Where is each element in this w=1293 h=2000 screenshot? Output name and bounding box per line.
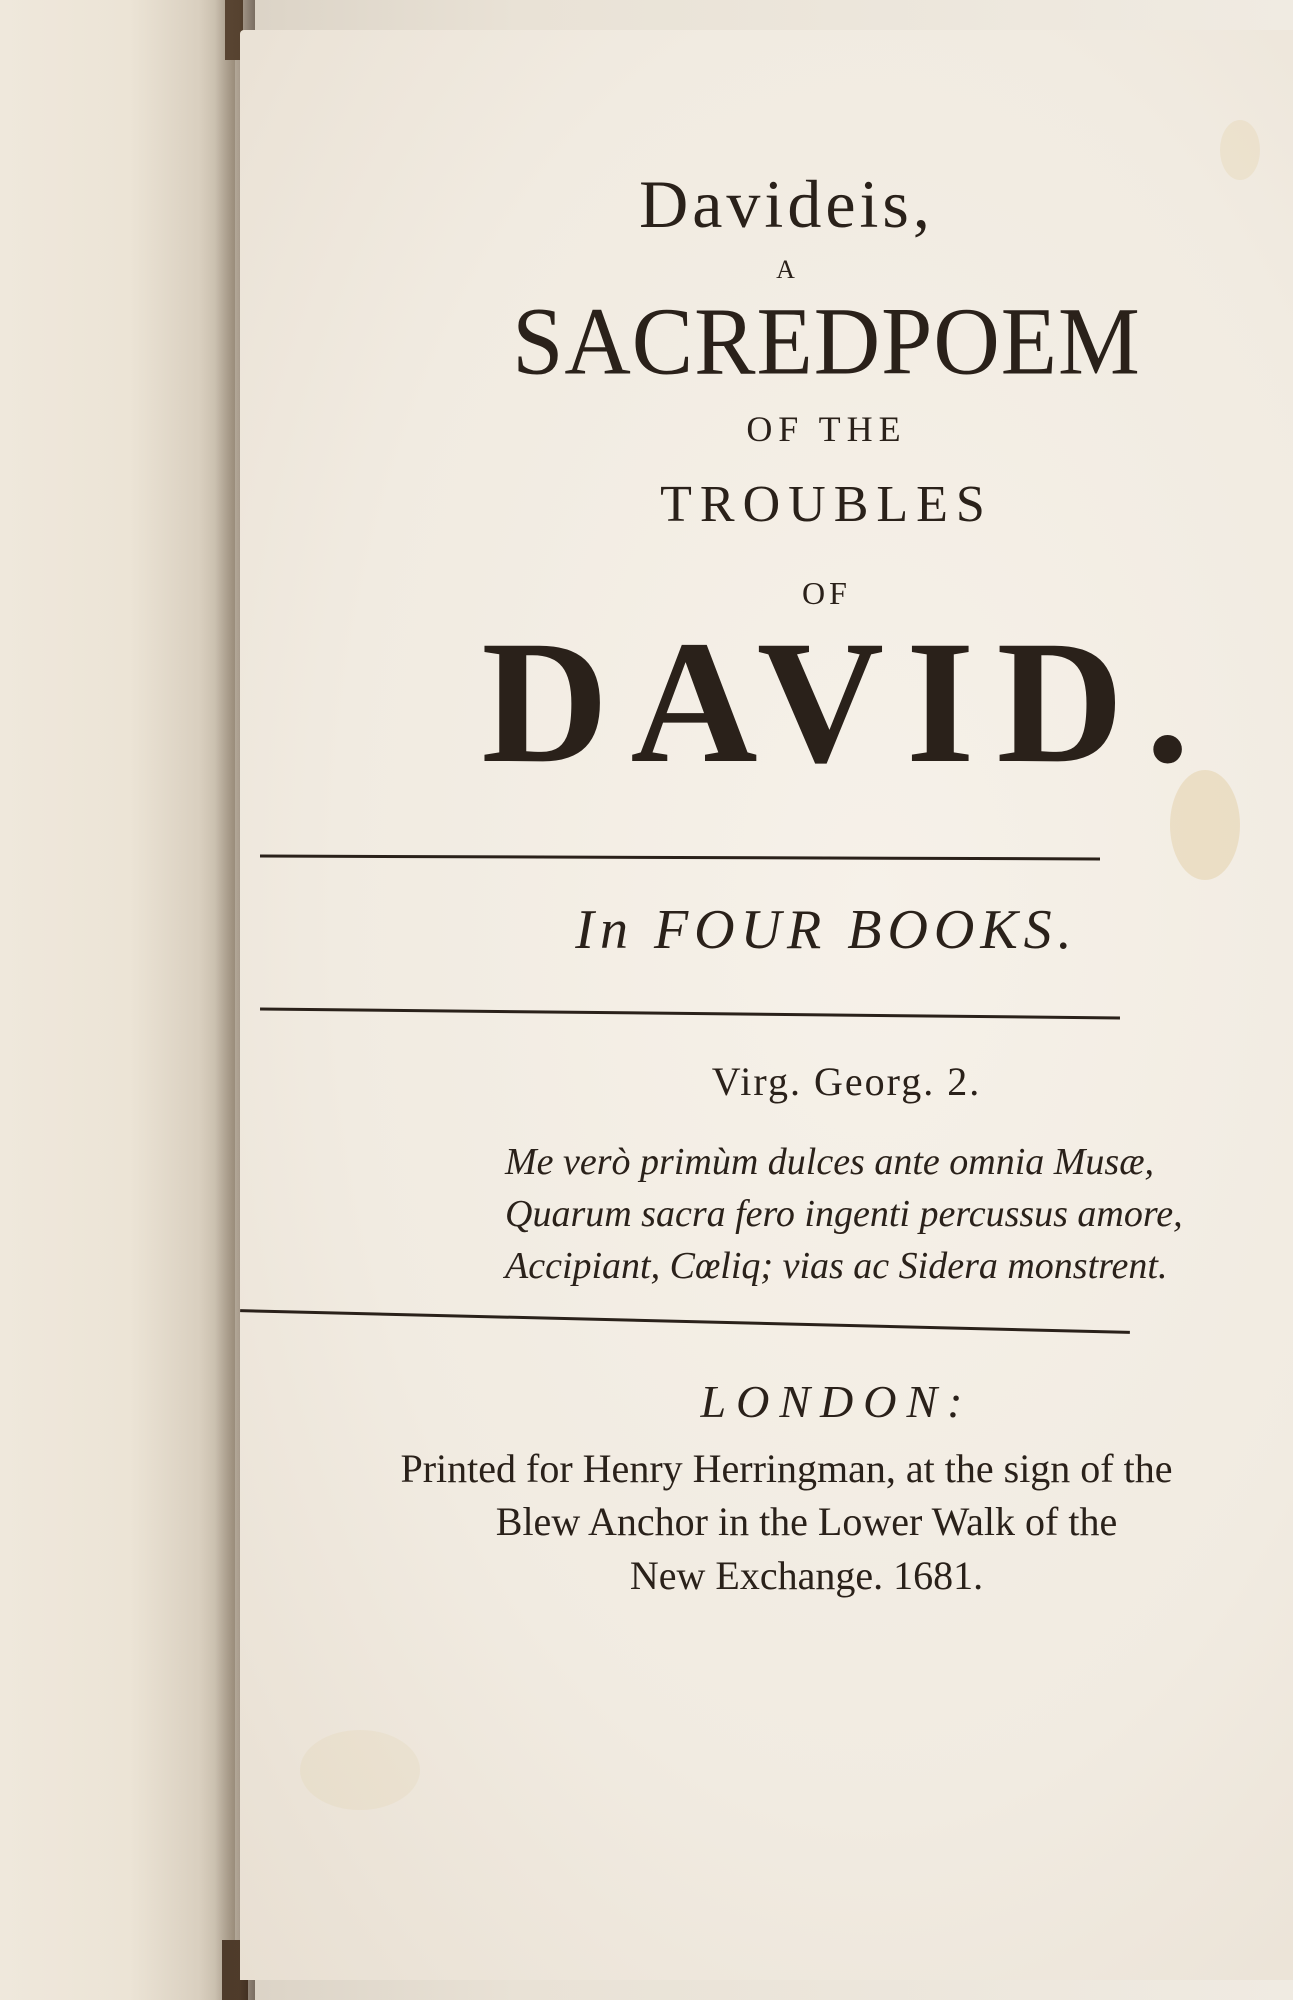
imprint-line: New Exchange. 1681. — [629, 1553, 984, 1598]
title-troubles: TROUBLES — [660, 476, 993, 533]
imprint-line: Printed for Henry Herringman, at the sign of the — [400, 1446, 1173, 1491]
horizontal-rule — [260, 855, 1100, 861]
imprint-place: LONDON: — [700, 1376, 973, 1427]
left-facing-leaf — [0, 0, 235, 2000]
title-david: DAVID. — [481, 605, 1212, 800]
horizontal-rule — [240, 1309, 1130, 1334]
horizontal-rule — [260, 1007, 1120, 1019]
subtitle-four-books: In FOUR BOOKS. — [575, 899, 1078, 961]
title-of: OF — [802, 575, 851, 611]
title-of-the: OF THE — [746, 409, 907, 449]
title-davideis: Davideis, — [639, 166, 934, 242]
title-a: A — [776, 255, 797, 284]
epigraph-source: Virg. Georg. 2. — [711, 1059, 982, 1104]
imprint-line: Blew Anchor in the Lower Walk of the — [495, 1499, 1118, 1544]
title-sacred-poem: SACREDPOEM — [512, 287, 1141, 395]
title-page-text — [240, 30, 1293, 1980]
epigraph-line: Accipiant, Cœliq; vias ac Sidera monstrent. — [505, 1245, 1168, 1287]
epigraph-line: Me verò primùm dulces ante omnia Musæ, — [505, 1141, 1155, 1183]
epigraph-line: Quarum sacra fero ingenti percussus amore, — [505, 1193, 1183, 1235]
title-page — [240, 30, 1293, 1980]
